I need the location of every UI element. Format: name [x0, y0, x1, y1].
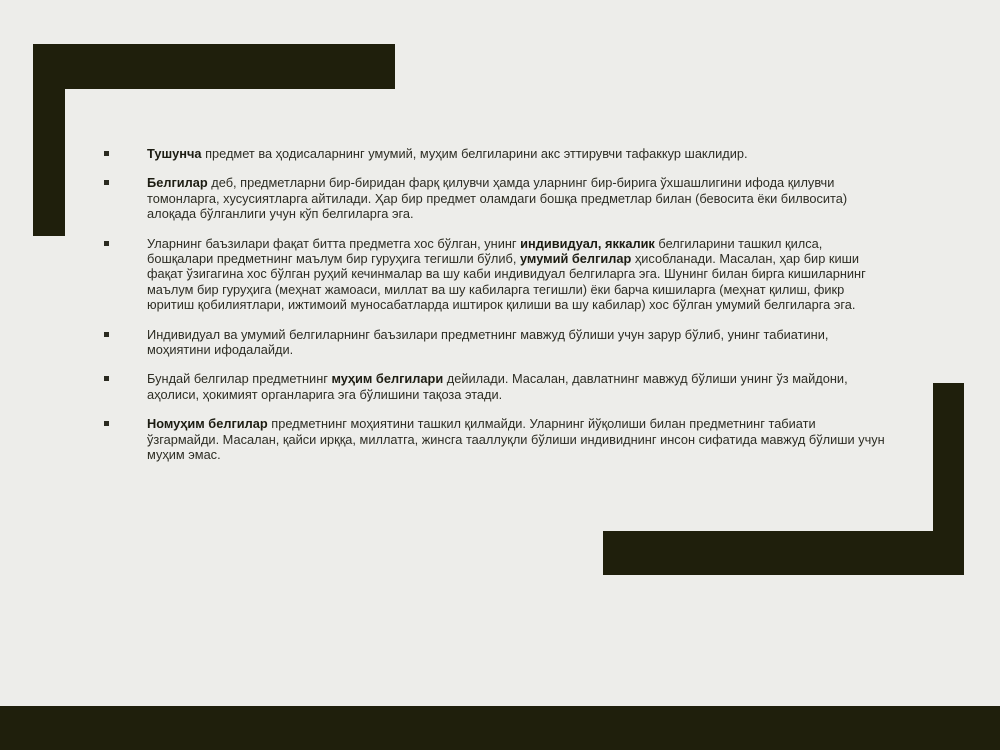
text-segment: Индивидуал ва умумий белгиларнинг баъзилари предметнинг мавжуд бўлиши учун зарур бўлиб, унинг табиатини, моҳиятини ифодалайди. [147, 326, 829, 358]
text-segment: Бундай белгилар предметнинг [147, 371, 332, 387]
bullet-item [100, 371, 890, 402]
corner-bracket-top-left-vertical [33, 44, 65, 236]
bold-term: Белгилар [147, 175, 208, 191]
corner-bracket-bottom-right-horizontal [603, 531, 964, 575]
bullet-item [100, 327, 890, 358]
footer-bar [0, 706, 1000, 750]
slide-content [100, 146, 890, 477]
bold-term: Тушунча [147, 146, 202, 161]
text-segment: предметнинг моҳиятини ташкил қилмайди. Уларнинг йўқолиши билан предметнинг табиати ўзгармайди. Масалан, қайси ирққа, миллатга, жинсга тааллуқли бўлиши индивиднинг инсон сифатида мавжуд бўлиши учун муҳим эмас. [147, 416, 885, 463]
bullet-square-icon [104, 421, 109, 426]
bullet-square-icon [104, 151, 109, 156]
text-segment: ҳисобланади. Масалан, ҳар бир киши фақат ўзигагина хос бўлган руҳий кечинмалар ва шу каби индивидуал белгиларга эга. Шунинг билан бирга кишиларнинг маълум бир гуруҳига (меҳнат жамоаси, миллат ва шу кабиларга тегишли) ёки барча кишиларга (меҳнат қилиш, фикр юритиш қобилиятлари, ижтимоий муносабатларда иштирок қилиши ва шу кабилар) хос бўлган умумий белгиларга эга. [147, 251, 866, 313]
text-segment: предмет ва ҳодисаларнинг умумий, муҳим белгиларини акс эттирувчи тафаккур шаклидир. [201, 146, 748, 161]
bold-term: индивидуал, яккалик [520, 235, 655, 251]
text-segment: белгиларини ташкил қилса, бошқалари предметнинг маълум бир гуруҳига тегишли бўлиб, [147, 235, 823, 267]
bullet-square-icon [104, 180, 109, 185]
bullet-square-icon [104, 332, 109, 337]
bullet-square-icon [104, 376, 109, 381]
bold-term: Номуҳим белгилар [147, 416, 268, 432]
bullet-item [100, 146, 890, 161]
text-segment: Уларнинг баъзилари фақат битта предметга хос бўлган, унинг [147, 235, 521, 251]
corner-bracket-top-left-horizontal [33, 44, 395, 89]
bullet-item [100, 236, 890, 313]
bullet-item [100, 416, 890, 462]
text-segment: деб, предметларни бир-биридан фарқ қилувчи ҳамда уларнинг бир-бирига ўхшашлигини ифода қилувчи томонларга, хусусиятларга айтилади. Ҳар бир предмет оламдаги бошқа предметлар билан (бевосита ёки билвосита) алоқада бўлганлиги учун кўп белгиларга эга. [147, 175, 848, 222]
bold-term: муҳим белгилари [331, 371, 444, 387]
bullet-square-icon [104, 241, 109, 246]
bullet-item [100, 175, 890, 221]
bold-term: умумий белгилар [519, 251, 632, 267]
text-segment: дейилади. Масалан, давлатнинг мавжуд бўлиши унинг ўз майдони, аҳолиси, ҳокимият органларига эга бўлишини тақоза этади. [147, 371, 848, 402]
